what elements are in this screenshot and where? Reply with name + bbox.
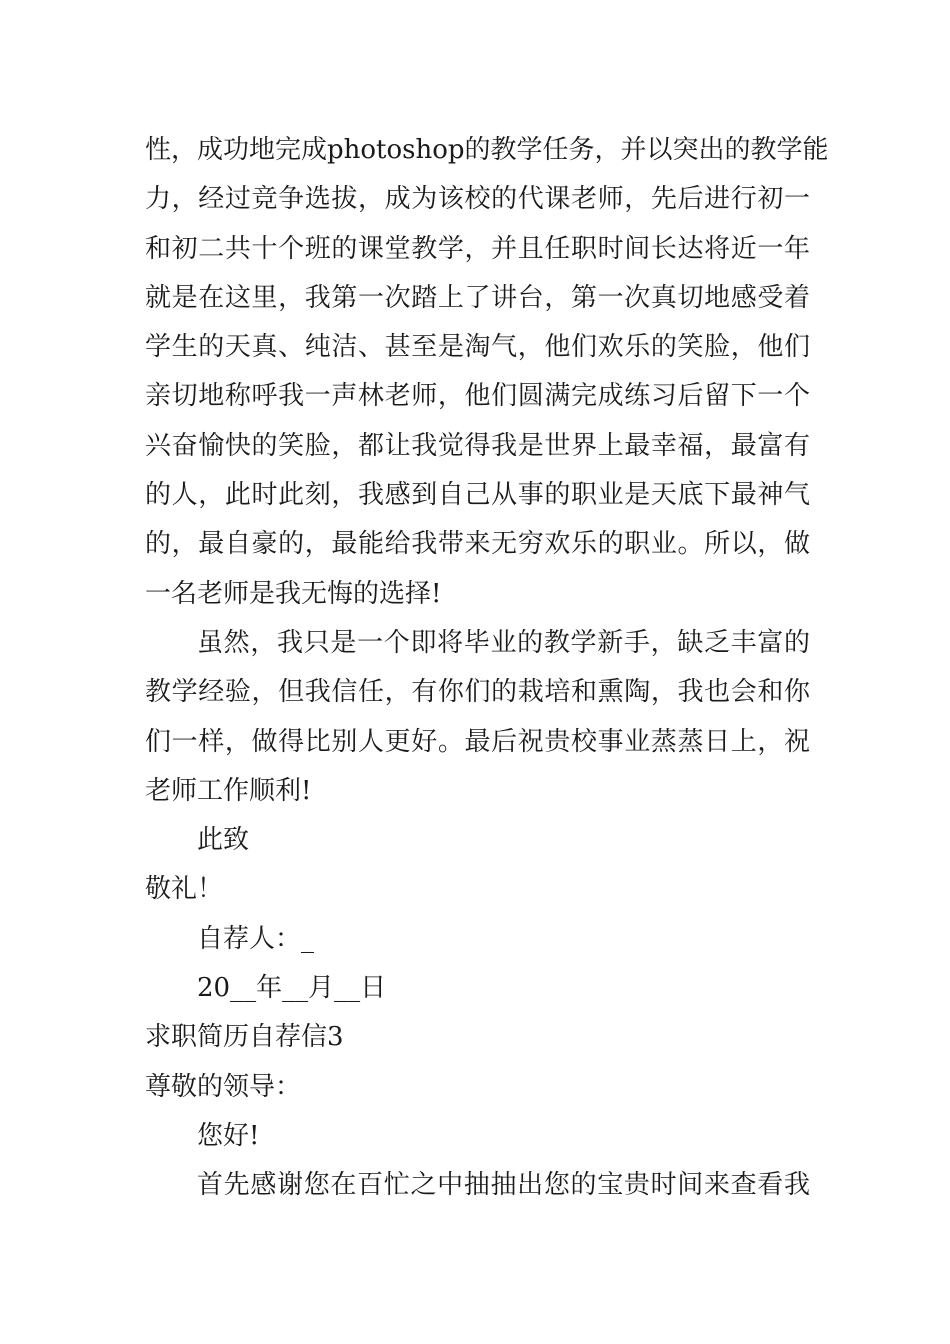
- text-line: 和初二共十个班的课堂教学，并且任职时间长达将近一年: [145, 233, 810, 264]
- section-title: 求职简历自荐信3: [145, 1022, 344, 1053]
- greeting: 您好!: [197, 1120, 260, 1151]
- salutation-closing: 敬礼！: [145, 874, 224, 905]
- text-line: 学生的天真、纯洁、甚至是淘气，他们欢乐的笑脸，他们: [145, 332, 810, 363]
- signature-line: 自荐人：_: [197, 923, 315, 954]
- date-line: 20__年__月__日: [197, 973, 387, 1004]
- paragraph-first-line: 虽然，我只是一个即将毕业的教学新手，缺乏丰富的: [197, 627, 810, 658]
- text-line: 一名老师是我无悔的选择!: [145, 578, 442, 609]
- text-line: 力，经过竞争选拔，成为该校的代课老师，先后进行初一: [145, 184, 810, 215]
- text-line: 老师工作顺利!: [145, 775, 312, 806]
- greeting-addressee: 尊敬的领导：: [145, 1071, 302, 1102]
- document-body: [145, 126, 829, 1211]
- text-line: 们一样，做得比别人更好。最后祝贵校事业蒸蒸日上，祝: [145, 726, 810, 757]
- text-line: 性，成功地完成photoshop的教学任务，并以突出的教学能: [145, 135, 829, 165]
- closing-phrase: 此致: [197, 825, 250, 856]
- text-line: 的，最自豪的，最能给我带来无穷欢乐的职业。所以，做: [145, 529, 810, 560]
- text-line: 就是在这里，我第一次踏上了讲台，第一次真切地感受着: [145, 282, 810, 313]
- text-line: 教学经验，但我信任，有你们的栽培和熏陶，我也会和你: [145, 677, 810, 708]
- text-line: 兴奋愉快的笑脸，都让我觉得我是世界上最幸福，最富有: [145, 430, 810, 461]
- text-line: 亲切地称呼我一声林老师，他们圆满完成练习后留下一个: [145, 381, 810, 412]
- paragraph-first-line: 首先感谢您在百忙之中抽抽出您的宝贵时间来查看我: [197, 1170, 810, 1201]
- text-line: 的人，此时此刻，我感到自己从事的职业是天底下最神气: [145, 480, 810, 511]
